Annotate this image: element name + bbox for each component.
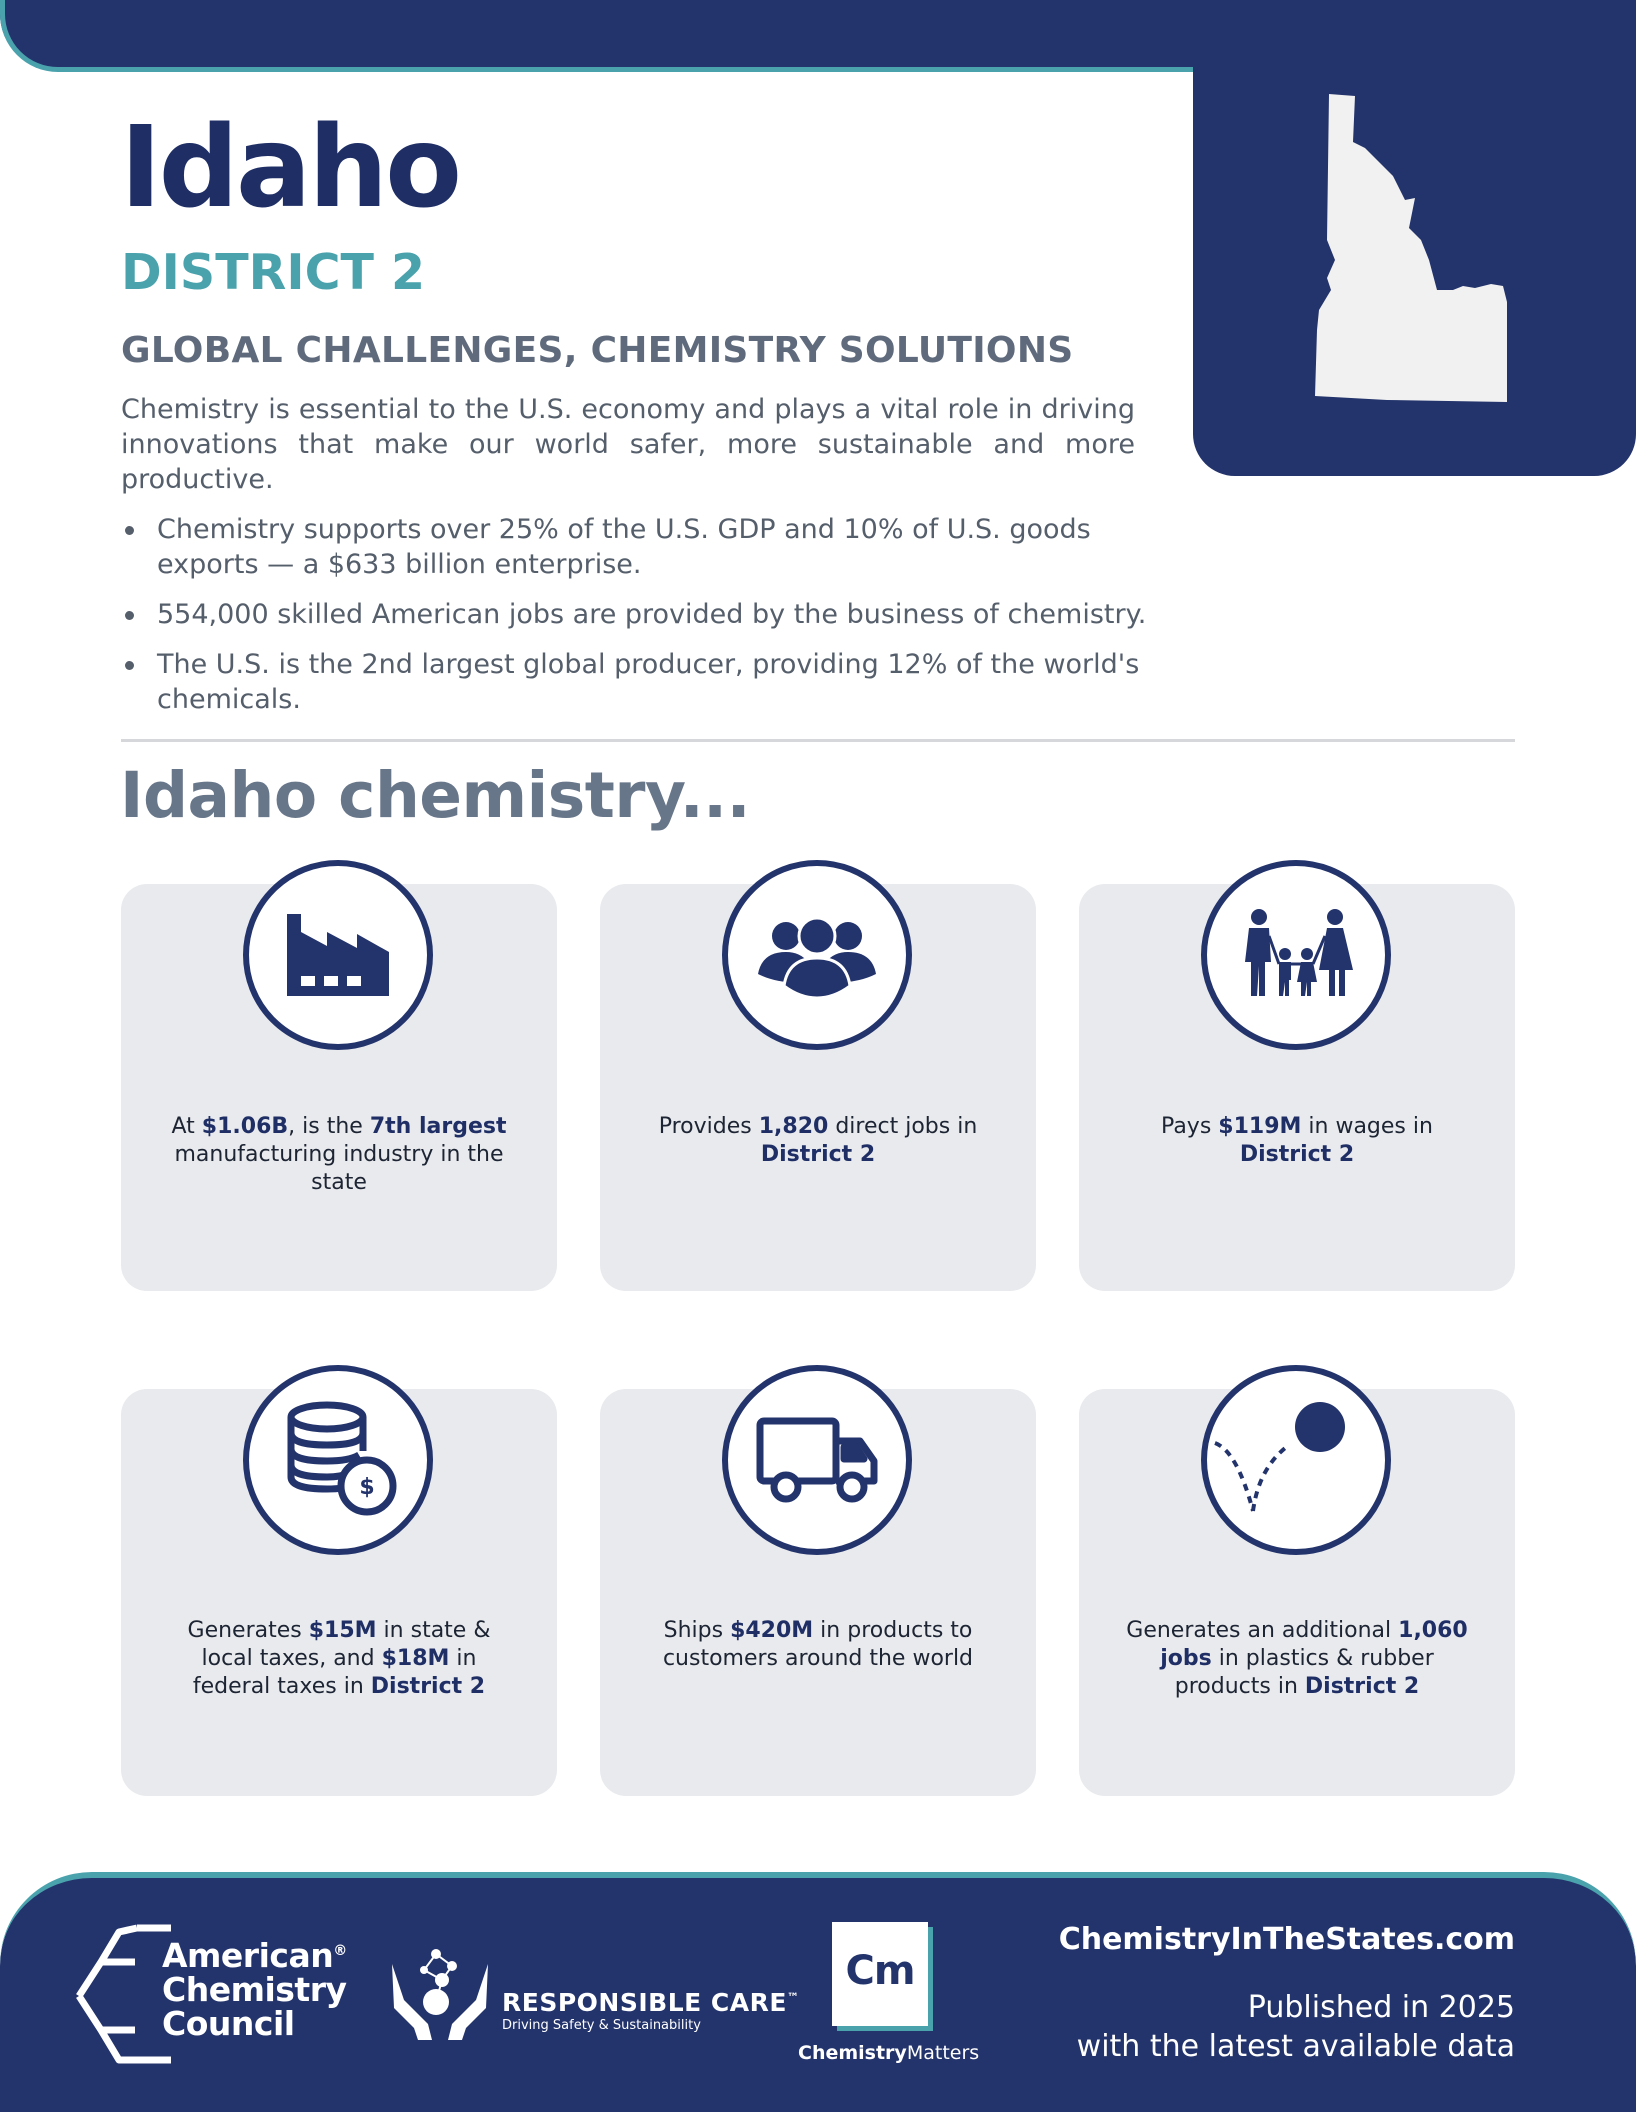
text-run: At <box>171 1114 202 1139</box>
cm-label-bold: Chemistry <box>798 2042 907 2064</box>
text-run: Pays <box>1161 1114 1219 1139</box>
acc-line <box>162 1934 347 1973</box>
responsible-care-title <box>502 1988 799 2017</box>
people-icon-circle <box>722 860 912 1050</box>
state-title: Idaho <box>120 103 460 233</box>
text-run: Generates <box>187 1618 309 1643</box>
district-title: DISTRICT 2 <box>121 244 426 301</box>
text-run: Ships <box>663 1618 731 1643</box>
text-run: direct jobs in <box>828 1114 978 1139</box>
chemistry-matters-label <box>798 2042 979 2064</box>
family-icon <box>1207 866 1385 1044</box>
stat-value: $119M <box>1218 1114 1302 1139</box>
state-map-panel <box>1193 0 1636 476</box>
acc-hexagon-logo <box>75 1922 175 2070</box>
stat-value: District 2 <box>1304 1674 1420 1699</box>
stat-value: $420M <box>730 1618 814 1643</box>
text-run: Generates an additional <box>1126 1618 1399 1643</box>
stat-text-wages <box>1079 1113 1515 1169</box>
fact-text: The U.S. is the 2nd largest global producer, providing 12% of the world's chemicals. <box>157 649 1140 715</box>
fact-list <box>121 512 1161 732</box>
bullet-dot <box>125 661 134 670</box>
responsible-care-subtitle: Driving Safety & Sustainability <box>502 2018 701 2033</box>
fact-text: 554,000 skilled American jobs are provided by the business of chemistry. <box>157 599 1147 630</box>
fact-text: Chemistry supports over 25% of the U.S. GDP and 10% of U.S. goods exports — a $633 billion enterprise. <box>157 514 1091 580</box>
site-url-link[interactable]: ChemistryInTheStates.com <box>1058 1922 1515 1957</box>
published-note <box>1077 1988 1515 2066</box>
intro-paragraph: Chemistry is essential to the U.S. economy and plays a vital role in driving innovations that make our world safer, more sustainable and more productive. <box>121 394 1135 495</box>
section-heading: GLOBAL CHALLENGES, CHEMISTRY SOLUTIONS <box>121 330 1074 371</box>
bouncing-ball-icon <box>1207 1371 1385 1549</box>
stat-text-shipments <box>600 1617 1036 1673</box>
acc-line: Chemistry <box>162 1970 347 2009</box>
section-divider <box>121 739 1515 742</box>
top-banner-accent-line <box>0 0 1200 72</box>
stat-value: $1.06B <box>201 1114 289 1139</box>
family-icon-circle <box>1201 860 1391 1050</box>
stat-value: 1,060 jobs <box>1160 1618 1468 1671</box>
registered-mark: ® <box>333 1943 347 1959</box>
text-run: Provides <box>658 1114 759 1139</box>
rc-title-text: RESPONSIBLE CARE <box>502 1988 787 2017</box>
coins-dollar-icon <box>249 1371 427 1549</box>
text-run: in plastics & rubber products in <box>1174 1646 1434 1699</box>
acc-word: American <box>162 1936 334 1975</box>
stat-value: 1,820 <box>758 1114 829 1139</box>
stat-text-manufacturing <box>121 1113 557 1197</box>
text-run: in federal taxes in <box>192 1646 477 1699</box>
stat-text-taxes <box>121 1617 557 1701</box>
stat-text-plastics <box>1079 1617 1515 1701</box>
bullet-dot <box>125 526 134 535</box>
cm-label-rest: Matters <box>906 2042 980 2064</box>
chemistry-matters-logo <box>832 1922 928 2026</box>
svg-text:$: $ <box>359 1475 375 1500</box>
truck-icon-circle <box>722 1365 912 1555</box>
trademark-mark: ™ <box>786 1990 800 2005</box>
published-line: with the latest available data <box>1076 2029 1515 2064</box>
text-run: manufacturing industry in the state <box>174 1142 504 1195</box>
fact-item <box>121 597 1161 632</box>
delivery-truck-icon <box>728 1371 906 1549</box>
fact-item <box>121 647 1161 717</box>
factory-icon <box>249 866 427 1044</box>
fact-item <box>121 512 1161 582</box>
cm-mark: Cm <box>845 1948 915 1994</box>
people-group-icon <box>728 866 906 1044</box>
stat-value: District 2 <box>760 1142 876 1167</box>
stat-value: $18M <box>381 1646 450 1671</box>
stat-text-jobs <box>600 1113 1036 1169</box>
published-line: Published in 2025 <box>1247 1990 1515 2025</box>
text-run: , is the <box>288 1114 370 1139</box>
text-run: in state & local taxes, and <box>201 1618 491 1671</box>
bullet-dot <box>125 611 134 620</box>
text-run: in products to customers around the world <box>662 1618 974 1671</box>
stat-value: District 2 <box>370 1674 486 1699</box>
ball-icon-circle <box>1201 1365 1391 1555</box>
coins-icon-circle <box>243 1365 433 1555</box>
responsible-care-hands-icon <box>388 1944 492 2044</box>
idaho-map-icon <box>1313 90 1563 410</box>
stat-value: 7th largest <box>369 1114 507 1139</box>
stat-value: District 2 <box>1239 1142 1355 1167</box>
acc-line: Council <box>162 2004 295 2043</box>
text-run: in wages in <box>1301 1114 1433 1139</box>
factory-icon-circle <box>243 860 433 1050</box>
stat-value: $15M <box>308 1618 377 1643</box>
acc-logo-text <box>162 1934 347 2041</box>
state-chemistry-heading: Idaho chemistry... <box>120 759 751 832</box>
